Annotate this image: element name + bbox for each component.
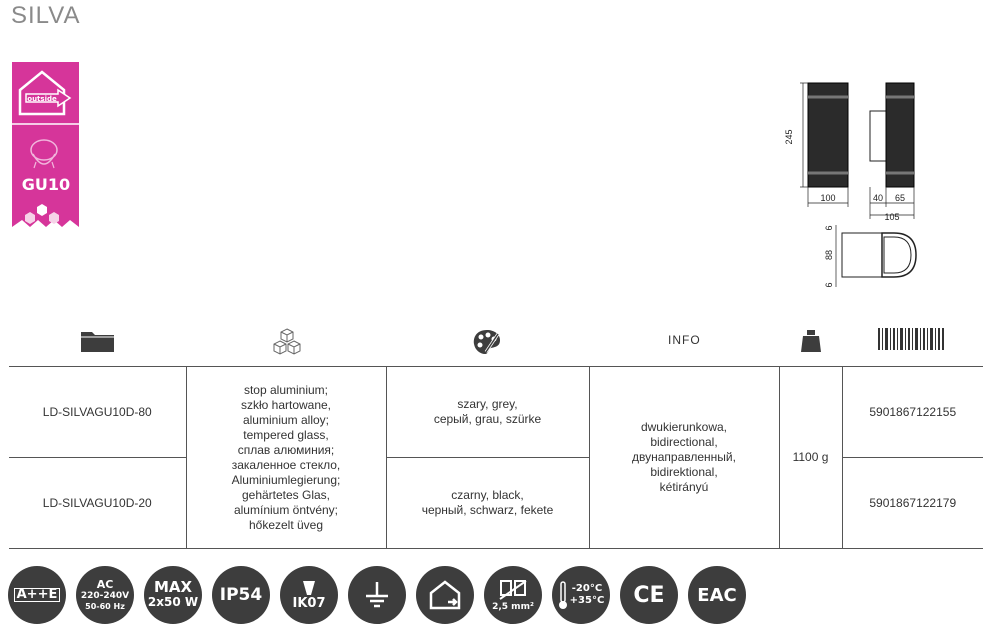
ground-icon: [348, 566, 406, 624]
product-title: SILVA: [11, 2, 81, 29]
voltage-icon: AC 220-240V 50-60 Hz: [76, 566, 134, 624]
feature-ribbon: [12, 62, 79, 232]
color-cell: czarny, black, черный, schwarz, fekete: [386, 458, 589, 549]
ean-cell: 5901867122179: [842, 458, 983, 549]
top-view: [824, 225, 916, 288]
material-cell: stop aluminium; szkło hartowane, aluminium alloy; tempered glass, сплав алюминия; закаленное стекло, Aluminiumlegierung; gehärtetes Glas, alumínium öntvény; hőkezelt üveg: [186, 367, 386, 549]
outdoor-icon: [416, 566, 474, 624]
ik07-icon: IK07: [280, 566, 338, 624]
palette-icon: [472, 328, 502, 354]
cable-icon: 2,5 mm²: [484, 566, 542, 624]
eac-icon: EAC: [688, 566, 746, 624]
depth-dim-body: 65: [894, 193, 906, 203]
weight-icon: [800, 328, 822, 354]
side-view: [870, 83, 914, 222]
folder-icon: [80, 328, 116, 354]
outside-label: outside: [27, 95, 57, 103]
technical-drawing: [770, 75, 970, 295]
top-dim-3: 6: [824, 282, 834, 288]
ean-cell: 5901867122155: [842, 367, 983, 458]
width-dim: 100: [820, 193, 836, 203]
ip54-icon: IP54: [212, 566, 270, 624]
material-cubes-icon: [270, 328, 304, 354]
max-power-icon: MAX 2x50 W: [144, 566, 202, 624]
barcode-icon: [878, 328, 946, 354]
ce-icon: CE: [620, 566, 678, 624]
depth-dim-mount: 40: [872, 193, 884, 203]
total-depth-dim: 105: [884, 212, 900, 222]
weight-cell: 1100 g: [779, 367, 842, 549]
info-header: INFO: [668, 333, 701, 347]
socket-label: GU10: [21, 175, 71, 194]
front-view: [784, 83, 848, 207]
info-cell: dwukierunkowa, bidirectional, двунаправленный, bidirektional, kétirányú: [589, 367, 779, 549]
product-code: LD-SILVAGU10D-80: [9, 367, 186, 458]
table-row: [9, 367, 983, 458]
top-dim-2: 88: [824, 249, 834, 261]
energy-class-icon: A++E: [8, 566, 66, 624]
color-cell: szary, grey, серый, grau, szürke: [386, 367, 589, 458]
spec-table: [9, 366, 983, 549]
temperature-icon: -20°C +35°C: [552, 566, 610, 624]
height-dim: 245: [784, 129, 794, 145]
top-dim-1: 6: [824, 225, 834, 231]
product-code: LD-SILVAGU10D-20: [9, 458, 186, 549]
